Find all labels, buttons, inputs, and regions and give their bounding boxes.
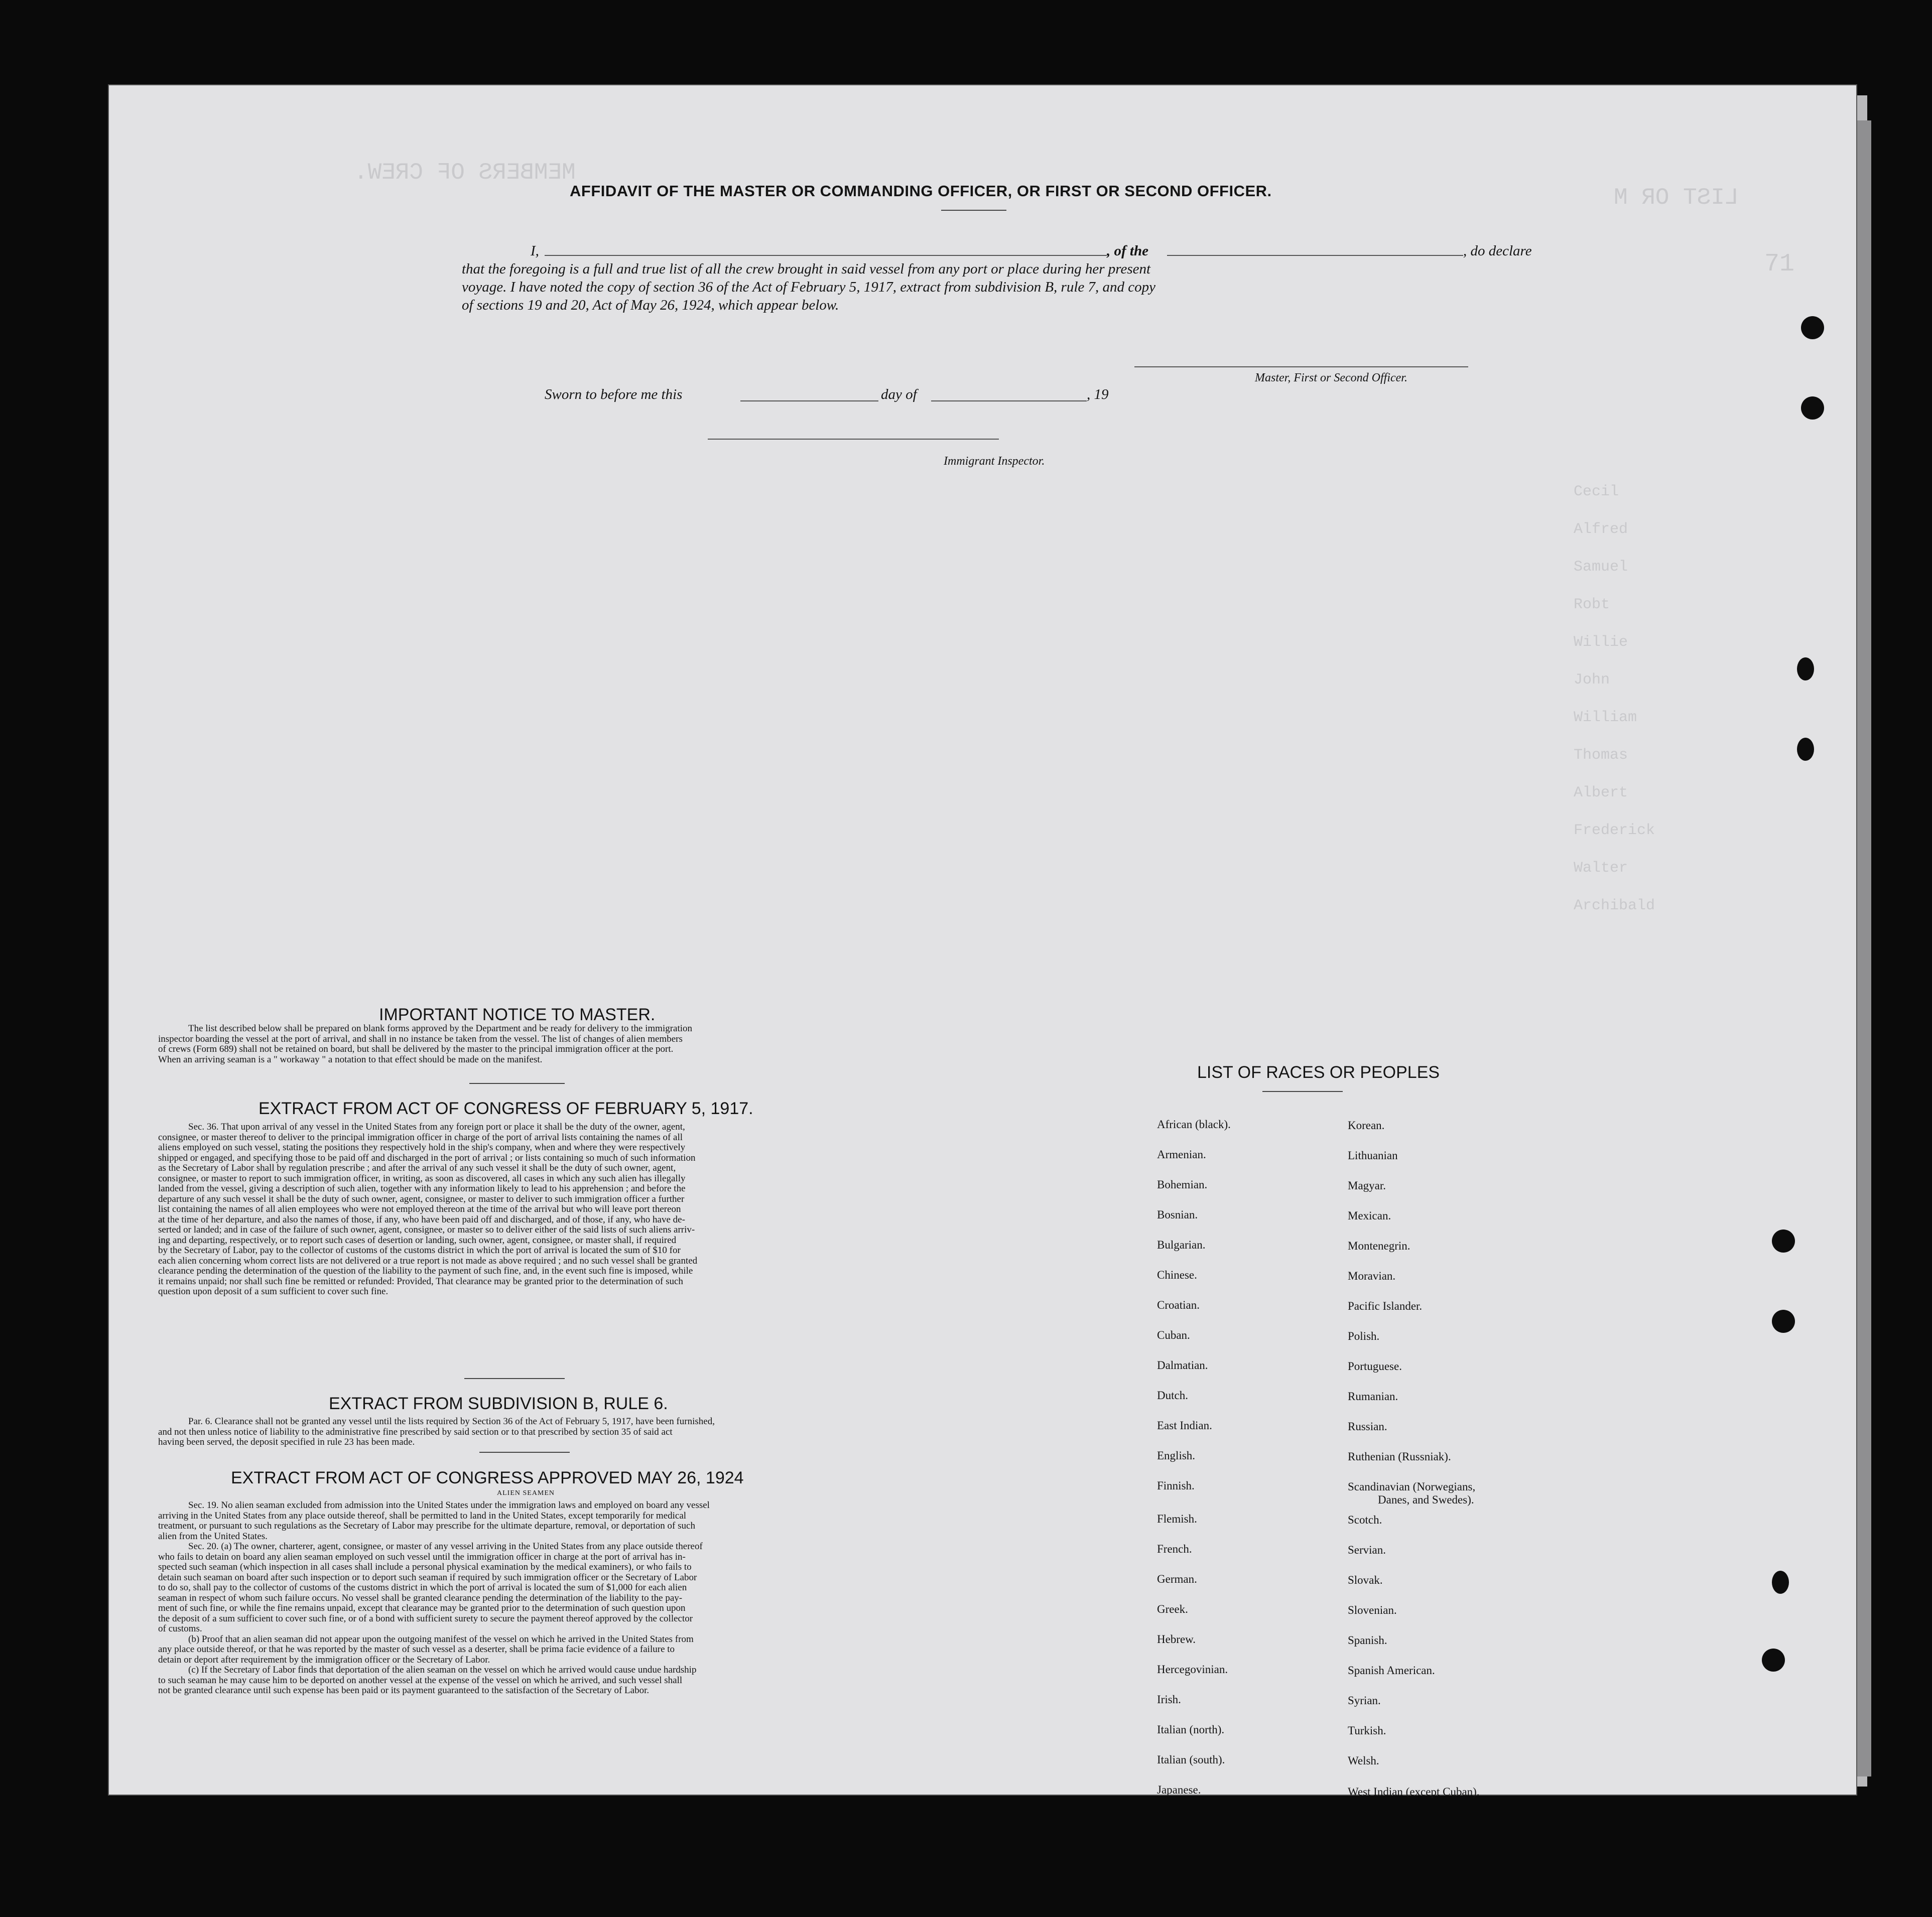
punch-hole — [1797, 657, 1814, 680]
extract-1917-line: consignee, or master thereof to deliver to the principal immigration officer in charge of the port of arrival lists containing the names of all — [158, 1132, 683, 1143]
race-item: Welsh. — [1348, 1754, 1379, 1767]
punch-hole — [1801, 396, 1824, 420]
vessel-blank — [1167, 255, 1463, 256]
bleed-header: LIST OR M — [1614, 185, 1739, 211]
race-item: Magyar. — [1348, 1179, 1386, 1192]
race-item: Scandinavian (Norwegians, — [1348, 1480, 1476, 1493]
race-item: English. — [1157, 1449, 1196, 1462]
extract-1917-line: consignee, or master to report to such immigration officer, in writing, as soon as discovered, all cases in which any such alien has illegally — [158, 1173, 686, 1184]
document-page — [108, 84, 1857, 1796]
rule6-line: Par. 6. Clearance shall not be granted any vessel until the lists required by Section 36 of the Act of February 5, 1917, have been furnished, — [188, 1416, 715, 1427]
extract-1917-line: Sec. 36. That upon arrival of any vessel in the United States from any foreign port or place it shall be the duty of the owner, agent, — [188, 1122, 685, 1132]
extract-1917-line: list containing the names of all alien employees who were not employed thereon at the time of the arrival but who will leave port thereon — [158, 1204, 681, 1214]
race-item: Scotch. — [1348, 1514, 1382, 1526]
race-item: Bulgarian. — [1157, 1239, 1206, 1251]
race-item: Slovenian. — [1348, 1604, 1397, 1616]
race-item: Mexican. — [1348, 1209, 1391, 1222]
race-item: Korean. — [1348, 1119, 1385, 1132]
bleed-row: Cecil — [1574, 483, 1619, 500]
rule6-body — [158, 1417, 929, 1448]
notice-line: of crews (Form 689) shall not be retained on board, but shall be delivered by the master to the principal immigration officer at the port. — [158, 1044, 674, 1054]
race-item: Italian (south). — [1157, 1753, 1225, 1766]
notice-line: The list described below shall be prepared on blank forms approved by the Department and be ready for delivery to the immigration — [188, 1023, 693, 1034]
name-blank — [545, 255, 1107, 256]
extract-1924-body — [158, 1500, 929, 1696]
extract-1917-line: each alien concerning whom correct lists are not delivered or a true report is not made as above required ; and no such vessel shall be granted — [158, 1255, 698, 1266]
extract-1917-line: shipped or engaged, and specifying those to be paid off and discharged in the port of arrival ; or lists containing so much of such information — [158, 1152, 696, 1163]
sworn-month-blank — [931, 400, 1087, 401]
affidavit-line-4: of sections 19 and 20, Act of May 26, 1924, which appear below. — [462, 297, 839, 313]
extract-1924-line: alien from the United States. — [158, 1531, 268, 1542]
extract-1917-line: departure of any such vessel it shall be the duty of such owner, agent, consignee, or master to deliver to such immigration officer a further — [158, 1193, 685, 1204]
race-item: Portuguese. — [1348, 1360, 1402, 1373]
race-item: Spanish American. — [1348, 1664, 1435, 1677]
extract-1924-line: who fails to detain on board any alien seaman employed on such vessel until the immigration officer in charge at the port of arrival has in- — [158, 1551, 686, 1562]
race-item: Chinese. — [1157, 1269, 1197, 1281]
race-item: Hercegovinian. — [1157, 1663, 1228, 1676]
extract-1917-line: as the Secretary of Labor shall by regulation prescribe ; and after the arrival of any such vessel it shall be the duty of such owner, agent, — [158, 1163, 676, 1173]
notice-title: IMPORTANT NOTICE TO MASTER. — [379, 1005, 656, 1024]
bleed-row: John — [1574, 671, 1610, 689]
extract-1917-line: clearance pending the determination of the question of the liability to the payment of such fine, and, in the event such fine is imposed, while — [158, 1266, 693, 1276]
bleed-row: Frederick — [1574, 822, 1655, 839]
extract-1917-title: EXTRACT FROM ACT OF CONGRESS OF FEBRUARY 5, 1917. — [259, 1099, 753, 1118]
sworn-label: Sworn to before me this — [545, 386, 683, 402]
extract-1924-line: to such seaman he may cause him to be deported on another vessel at the expense of the vessel on which he arrived, and such vessel shall — [158, 1675, 683, 1686]
extract-1924-line: Sec. 20. (a) The owner, charterer, agent, consignee, or master of any vessel arriving in the United States from any place outside thereof — [188, 1541, 703, 1552]
affidavit-of-the: , of the — [1107, 243, 1148, 259]
race-item: Polish. — [1348, 1330, 1380, 1342]
race-item: Dutch. — [1157, 1389, 1188, 1402]
extract-1924-line: of customs. — [158, 1623, 202, 1634]
bleed-row: Archibald — [1574, 897, 1655, 914]
notice-divider — [469, 1083, 565, 1084]
race-item-continued: Danes, and Swedes). — [1378, 1493, 1474, 1506]
race-item: Finnish. — [1157, 1479, 1195, 1492]
race-item: Japanese. — [1157, 1784, 1201, 1796]
race-item: Rumanian. — [1348, 1390, 1398, 1403]
extract-1924-line: ment of such fine, or while the fine remains unpaid, except that clearance may be granted prior to the determination of such question upon — [158, 1603, 686, 1613]
extract-1917-line: ing and departing, respectively, or to report such cases of desertion or landing, such owner, agent, consignee, or master shall, if required — [158, 1235, 677, 1246]
notice-body — [158, 1024, 929, 1065]
notice-line: When an arriving seaman is a " workaway " a notation to that effect should be made on the manifest. — [158, 1054, 543, 1065]
race-item: Slovak. — [1348, 1574, 1383, 1586]
race-item: German. — [1157, 1573, 1197, 1585]
race-item: Lithuanian — [1348, 1149, 1398, 1162]
bleed-number: 71 — [1764, 250, 1795, 279]
extract-1917-line: serted or landed; and in case of the failure of such owner, agent, consignee, or master so to deliver either of the said lists of such aliens arriv- — [158, 1224, 695, 1235]
rule6-divider — [479, 1452, 570, 1453]
race-item: Italian (north). — [1157, 1723, 1225, 1736]
race-item: Dalmatian. — [1157, 1359, 1208, 1372]
race-item: West Indian (except Cuban). — [1348, 1786, 1480, 1798]
extract-1924-line: Sec. 19. No alien seaman excluded from admission into the United States under the immigration laws and employed on board any vessel — [188, 1500, 710, 1511]
extract-1924-line: arriving in the United States from any place outside thereof, shall be permitted to land in the United States, except temporarily for medical — [158, 1510, 687, 1521]
punch-hole — [1762, 1649, 1785, 1672]
race-item: French. — [1157, 1543, 1192, 1555]
race-item: Spanish. — [1348, 1634, 1387, 1647]
master-label: Master, First or Second Officer. — [1255, 371, 1407, 384]
race-item: Cuban. — [1157, 1329, 1190, 1341]
day-of-label: day of — [881, 386, 917, 402]
extract-1924-line: spected such seaman (which inspection in all cases shall include a personal physical examination by the medical examiners), or who fails to — [158, 1562, 692, 1572]
extract-1924-line: (b) Proof that an alien seaman did not appear upon the outgoing manifest of the vessel on which he arrived in the United States from — [188, 1633, 694, 1645]
punch-hole — [1772, 1571, 1789, 1594]
race-item: Russian. — [1348, 1420, 1387, 1433]
race-item: Ruthenian (Russniak). — [1348, 1450, 1451, 1463]
extract-1924-line: detain or deport after requirement by the immigration officer or the Secretary of Labor. — [158, 1654, 490, 1665]
bleed-row: Robt — [1574, 596, 1610, 613]
extract-1924-line: seaman in respect of whom such failure occurs. No vessel shall be granted clearance pending the determination of the liability to the pay- — [158, 1592, 683, 1603]
races-divider — [1262, 1091, 1343, 1092]
race-item: African (black). — [1157, 1118, 1231, 1131]
extract-1917-line: landed from the vessel, giving a description of such alien, together with any information likely to lead to his apprehension ; and before the — [158, 1183, 686, 1194]
race-item: Bohemian. — [1157, 1178, 1208, 1191]
race-item: Irish. — [1157, 1693, 1181, 1706]
punch-hole — [1801, 316, 1824, 339]
bleed-row: Willie — [1574, 634, 1628, 651]
extract-1917-body — [158, 1122, 929, 1297]
affidavit-line-3: voyage. I have noted the copy of section 36 of the Act of February 5, 1917, extract from subdivision B, rule 7, and copy — [462, 279, 1156, 295]
extract-1924-line: any place outside thereof, or that he was reported by the master of such vessel as a deserter, shall be prima facie evidence of a failure to — [158, 1644, 675, 1655]
sworn-day-blank — [740, 400, 878, 401]
race-item: Flemish. — [1157, 1513, 1197, 1525]
year-label: , 19 — [1087, 386, 1109, 402]
extract-1924-line: the deposit of a sum sufficient to cover such fine, or of a bond with sufficient surety to secure the payment thereof approved by the collector — [158, 1613, 693, 1624]
bleed-row: Alfred — [1574, 521, 1628, 538]
rule6-line: having been served, the deposit specified in rule 23 has been made. — [158, 1437, 415, 1447]
punch-hole — [1772, 1229, 1795, 1253]
master-signature-line — [1134, 366, 1468, 367]
rule6-title: EXTRACT FROM SUBDIVISION B, RULE 6. — [329, 1394, 668, 1413]
bleed-row: William — [1574, 709, 1637, 726]
inspector-label: Immigrant Inspector. — [944, 455, 1045, 468]
affidavit-title: AFFIDAVIT OF THE MASTER OR COMMANDING OFFICER, OR FIRST OR SECOND OFFICER. — [570, 182, 1272, 200]
bleed-row: Albert — [1574, 784, 1628, 801]
races-title: LIST OF RACES OR PEOPLES — [1197, 1063, 1440, 1082]
affidavit-divider — [941, 210, 1006, 211]
page-stack-shadow — [1857, 120, 1871, 1776]
extract-1917-divider — [464, 1378, 565, 1379]
punch-hole — [1772, 1310, 1795, 1333]
extract-1917-line: by the Secretary of Labor, pay to the collector of customs of the customs district in which the port of arrival is located the sum of $10 for — [158, 1245, 681, 1256]
race-item: Moravian. — [1348, 1270, 1396, 1282]
notice-line: inspector boarding the vessel at the port of arrival, and shall in no instance be taken from the vessel. The list of changes of alien members — [158, 1033, 683, 1044]
affidavit-line-2: that the foregoing is a full and true list of all the crew brought in said vessel from any port or place during her present — [462, 261, 1151, 277]
bleed-row: Thomas — [1574, 747, 1628, 764]
extract-1924-line: (c) If the Secretary of Labor finds that deportation of the alien seaman on the vessel on which he arrived would cause undue hardship — [188, 1665, 697, 1675]
extract-1924-title: EXTRACT FROM ACT OF CONGRESS APPROVED MAY 26, 1924 — [231, 1468, 744, 1487]
extract-1924-line: to do so, shall pay to the collector of customs of the customs district in which the port of arrival is located the sum of $1,000 for each alien — [158, 1582, 687, 1593]
extract-1924-line: not be granted clearance until such expense has been paid or its payment guaranteed to the satisfaction of the Secretary of Labor. — [158, 1685, 650, 1696]
bleed-header-2: MEMBERS OF CREW. — [354, 160, 576, 186]
rule6-line: and not then unless notice of liability to the administrative fine prescribed by said section or to that prescribed by section 35 of said act — [158, 1426, 673, 1437]
race-item: Croatian. — [1157, 1299, 1200, 1311]
race-item: Bosnian. — [1157, 1208, 1198, 1221]
extract-1924-subtitle: ALIEN SEAMEN — [497, 1489, 555, 1497]
race-item: Montenegrin. — [1348, 1240, 1410, 1252]
race-item: Hebrew. — [1157, 1633, 1196, 1646]
race-item: Servian. — [1348, 1544, 1386, 1556]
affidavit-i: I, — [531, 243, 539, 259]
extract-1917-line: it remains unpaid; nor shall such fine be remitted or refunded: Provided, That clearance may be granted prior to the determination of such — [158, 1276, 683, 1287]
bleed-row: Walter — [1574, 860, 1628, 877]
extract-1924-line: detain such seaman on board after such inspection or to deport such seaman if required by such immigration officer or the Secretary of Labor — [158, 1572, 697, 1583]
affidavit-declare: , do declare — [1463, 243, 1532, 259]
race-item: Syrian. — [1348, 1694, 1381, 1707]
race-item: Pacific Islander. — [1348, 1300, 1423, 1312]
extract-1917-line: at the time of her departure, and also the names of those, if any, who have been paid off and discharged, and of those, if any, who have de- — [158, 1214, 685, 1225]
race-item: Armenian. — [1157, 1148, 1206, 1161]
race-item: Turkish. — [1348, 1724, 1386, 1737]
race-item: Greek. — [1157, 1603, 1188, 1615]
race-item: East Indian. — [1157, 1419, 1212, 1432]
extract-1924-line: treatment, or pursuant to such regulations as the Secretary of Labor may prescribe for the ultimate departure, removal, or deportation of such — [158, 1521, 695, 1531]
punch-hole — [1797, 738, 1814, 761]
extract-1917-line: aliens employed on such vessel, stating the positions they respectively hold in the ship's company, when and where they were respectively — [158, 1142, 686, 1153]
inspector-signature-line — [708, 439, 999, 440]
extract-1917-line: question upon deposit of a sum sufficient to cover such fine. — [158, 1286, 389, 1297]
bleed-row: Samuel — [1574, 559, 1628, 576]
